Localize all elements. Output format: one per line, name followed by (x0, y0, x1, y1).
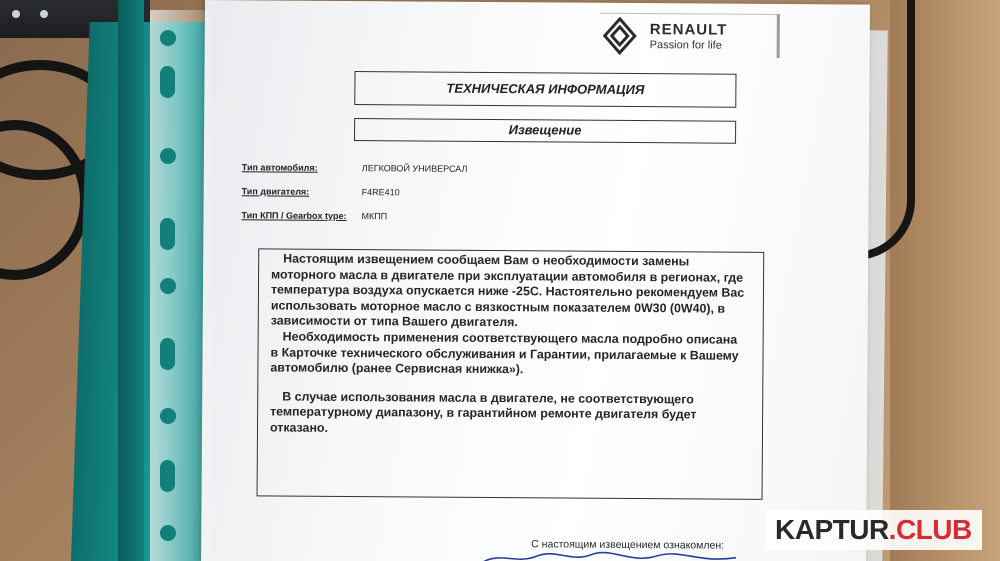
field-label: Тип КПП / Gearbox type: (241, 210, 347, 221)
punched-hole (160, 408, 176, 424)
punched-hole (160, 338, 175, 370)
field-label: Тип автомобиля: (241, 162, 318, 173)
field-value: МКПП (361, 211, 388, 222)
punched-hole (160, 218, 175, 250)
brand-name: RENAULT (649, 20, 728, 39)
watermark-text: KAPTUR (775, 514, 889, 545)
field-row-vehicle-type (204, 162, 804, 178)
site-watermark (765, 510, 982, 550)
notice-paragraph (271, 251, 746, 332)
field-value: ЛЕГКОВОЙ УНИВЕРСАЛ (361, 163, 468, 174)
field-value: F4RE410 (361, 187, 400, 198)
notice-box (257, 248, 765, 500)
document-page (201, 0, 870, 561)
notice-paragraph (270, 329, 744, 379)
acknowledgement-line: С настоящим извещением ознакомлен: (531, 538, 725, 552)
punched-hole (160, 278, 176, 294)
field-row-gearbox-type (203, 210, 803, 226)
device-button (12, 10, 20, 18)
punched-hole (160, 525, 176, 541)
field-row-engine-type (204, 186, 804, 202)
watermark-accent-text: .CLUB (888, 514, 972, 545)
device-button (40, 10, 48, 18)
brand-slogan: Passion for life (649, 38, 722, 52)
document-title: ТЕХНИЧЕСКАЯ ИНФОРМАЦИЯ (354, 71, 736, 108)
punched-hole (160, 460, 175, 492)
notice-text: Необходимость применения соответствующего масла подробно описана в Карточке технического обслуживания и Гарантии, прилагаемые к Вашему автомобилю (ранее Сервисная книжка»). (270, 329, 739, 377)
punched-hole (160, 148, 176, 164)
renault-logo-icon (600, 15, 640, 55)
binder-spine (118, 0, 144, 561)
notice-paragraph (270, 389, 744, 439)
notice-text: Настоящим извещением сообщаем Вам о необходимости замены моторного масла в двигателе при эксплуатации автомобиля в регионах, где температура воздуха опускается ниже -25С. Настоятельно рекомендуем Вас использовать моторное масло с вязкостным показателем 0W30 (0W40), в зависимости от типа Вашего двигателя. (270, 251, 745, 330)
punched-hole (160, 66, 175, 98)
field-label: Тип двигателя: (241, 186, 310, 197)
handwritten-signature (481, 550, 741, 561)
document-subtitle: Извещение (354, 118, 736, 144)
punched-hole (160, 30, 176, 46)
brand-block (600, 13, 780, 58)
notice-text: В случае использования масла в двигателе, не соответствующего температурному диапазону, в гарантийном ремонте двигателя будет отказано. (269, 389, 697, 435)
